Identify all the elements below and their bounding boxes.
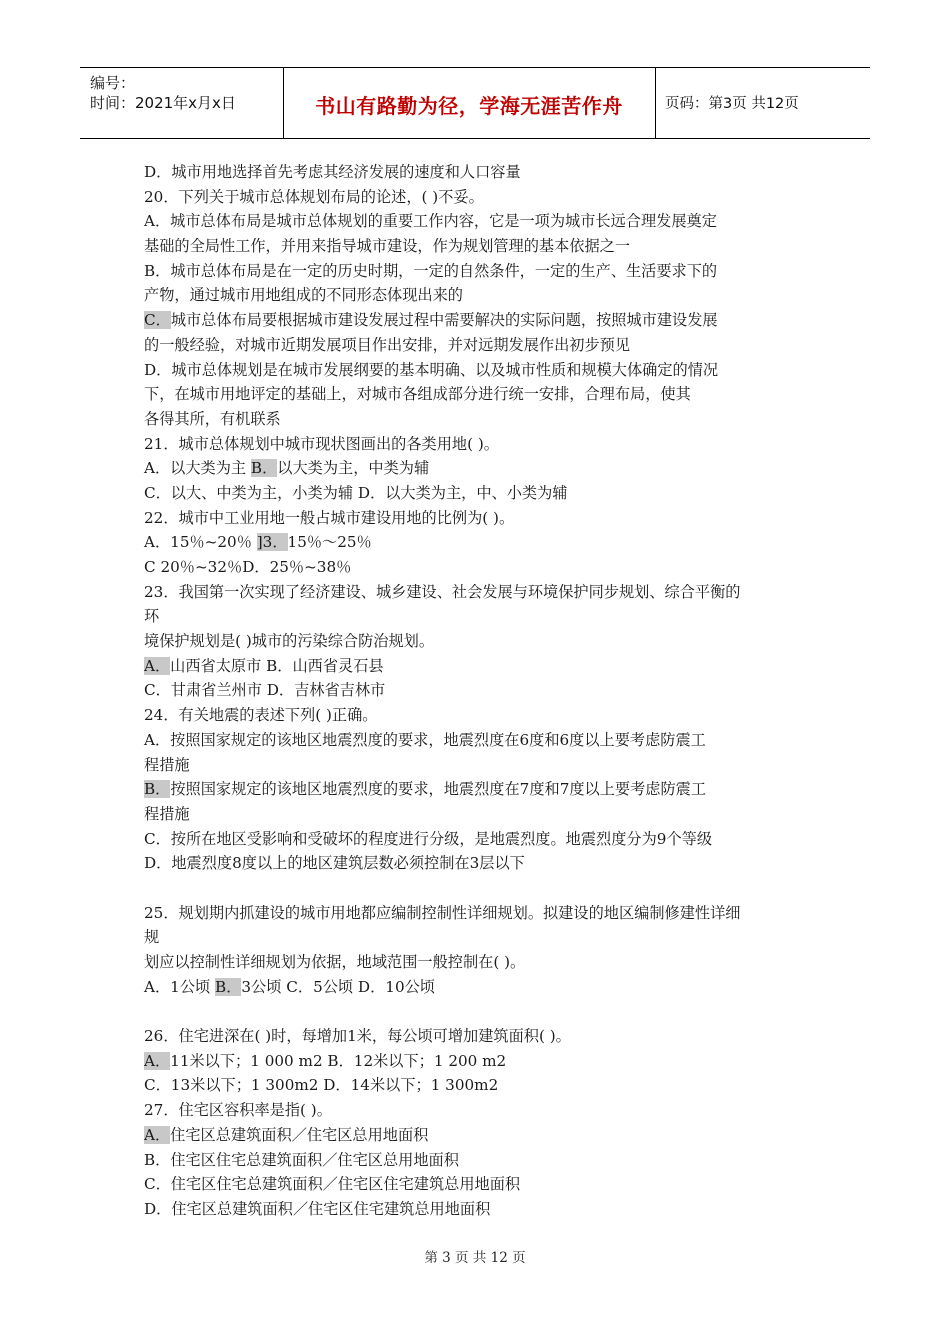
text-line	[144, 678, 824, 703]
line-text: D．城市总体规划是在城市发展纲要的基本明确、以及城市性质和规模大体确定的情况	[144, 360, 719, 379]
text-line	[144, 753, 824, 778]
line-text: 境保护规划是( )城市的污染综合防治规划。	[144, 632, 435, 651]
highlighted-answer-marker: B．	[250, 459, 278, 478]
text-line	[144, 777, 824, 802]
text-line	[144, 925, 824, 950]
text-line	[144, 1172, 824, 1197]
text-line	[144, 629, 824, 654]
line-text: 下，在城市用地评定的基础上，对城市各组成部分进行统一安排，合理布局，使其	[144, 385, 691, 404]
text-line	[144, 506, 824, 531]
text-line	[144, 580, 824, 605]
text-line	[144, 1197, 824, 1222]
text-line	[144, 530, 824, 555]
text-line	[144, 728, 824, 753]
line-text: 11米以下；1 000 m2 B．12米以下；1 200 m2	[170, 1051, 507, 1070]
line-text: 程措施	[144, 804, 190, 823]
line-text: 26．住宅进深在( )时，每增加1米，每公顷可增加建筑面积( )。	[144, 1027, 571, 1046]
line-text: 的一般经验，对城市近期发展项目作出安排，并对远期发展作出初步预见	[144, 335, 630, 354]
text-line	[144, 209, 824, 234]
page-header	[80, 67, 870, 139]
text-line	[144, 555, 824, 580]
highlighted-answer-marker: B．	[215, 977, 242, 996]
line-text: 基础的全局性工作，并用来指导城市建设，作为规划管理的基本依据之一	[144, 237, 630, 256]
line-text: C．以大、中类为主，小类为辅 D．以大类为主，中、小类为辅	[144, 483, 568, 502]
text-line	[144, 407, 824, 432]
date-label: 时间：2021年x月x日	[90, 94, 236, 112]
line-text: B．城市总体布局是在一定的历史时期，一定的自然条件，一定的生产、生活要求下的	[144, 261, 718, 280]
header-page-number: 页码：第3页 共12页	[665, 96, 799, 112]
text-line	[144, 1049, 824, 1074]
line-text: 产物，通过城市用地组成的不同形态体现出来的	[144, 286, 463, 305]
line-text: 以大类为主，中类为辅	[277, 459, 430, 478]
line-text: 按照国家规定的该地区地震烈度的要求，地震烈度在7度和7度以上要考虑防震工	[170, 780, 707, 799]
line-text: 划应以控制性详细规划为依据，地域范围一般控制在( )。	[144, 953, 526, 971]
line-text: A．按照国家规定的该地区地震烈度的要求，地震烈度在6度和6度以上要考虑防震工	[144, 730, 706, 749]
text-line	[144, 358, 824, 383]
text-line	[144, 160, 824, 185]
line-text: 25．规划期内抓建设的城市用地都应编制控制性详细规划。拟建设的地区编制修建性详细	[144, 903, 741, 922]
text-line	[144, 827, 824, 852]
page-footer: 第 3 页 共 12 页	[424, 1250, 526, 1266]
text-line	[144, 851, 824, 876]
header-motto: 书山有路勤为径，学海无涯苦作舟	[315, 94, 623, 118]
blank-line	[144, 876, 824, 901]
line-text: D．地震烈度8度以上的地区建筑层数必须控制在3层以下	[144, 854, 525, 873]
line-text: 山西省太原市 B．山西省灵石县	[170, 656, 384, 675]
line-text: A．城市总体布局是城市总体规划的重要工作内容，它是一项为城市长远合理发展奠定	[144, 212, 717, 231]
text-line	[144, 975, 824, 1000]
line-text: B．住宅区住宅总建筑面积／住宅区总用地面积	[144, 1150, 459, 1169]
text-line	[144, 654, 824, 679]
line-text: 23．我国第一次实现了经济建设、城乡建设、社会发展与环境保护同步规划、综合平衡的	[144, 582, 741, 601]
line-text: C．甘肃省兰州市 D．吉林省吉林市	[144, 681, 386, 700]
blank-line	[144, 999, 824, 1024]
line-text: 20．下列关于城市总体规划布局的论述，( )不妥。	[144, 187, 484, 206]
line-text: D．住宅区总建筑面积／住宅区住宅建筑总用地面积	[144, 1199, 491, 1218]
line-text: 各得其所，有机联系	[144, 409, 281, 428]
text-line	[144, 382, 824, 407]
text-line	[144, 481, 824, 506]
text-line	[144, 703, 824, 728]
highlighted-answer-marker: B．	[144, 780, 171, 799]
line-text: C．13米以下；1 300m2 D．14米以下；1 300m2	[144, 1076, 499, 1095]
line-text: A．1公顷	[144, 977, 216, 996]
text-line	[144, 901, 824, 926]
line-text: A．15％~20％	[144, 533, 257, 552]
line-text: 程措施	[144, 755, 190, 774]
text-line	[144, 1073, 824, 1098]
text-line	[144, 234, 824, 259]
line-text: 3公顷 C．5公顷 D．10公顷	[241, 977, 435, 996]
line-text: 27．住宅区容积率是指( )。	[144, 1101, 332, 1120]
header-divider	[655, 68, 656, 138]
line-text: 15％～25％	[287, 533, 372, 552]
text-line	[144, 950, 824, 975]
text-line	[144, 1148, 824, 1173]
line-text: 住宅区总建筑面积／住宅区总用地面积	[170, 1125, 429, 1144]
text-line	[144, 333, 824, 358]
line-text: 环	[144, 607, 160, 626]
line-text: 城市总体布局要根据城市建设发展过程中需要解决的实际问题，按照城市建设发展	[170, 311, 718, 330]
line-text: 规	[144, 928, 160, 947]
highlighted-answer-marker: C．	[144, 311, 171, 330]
text-line	[144, 604, 824, 629]
line-text: C 20％~32％D．25％~38％	[144, 558, 352, 576]
text-line	[144, 185, 824, 210]
number-label: 编号：	[90, 74, 136, 92]
text-line	[144, 283, 824, 308]
text-line	[144, 432, 824, 457]
text-line	[144, 1098, 824, 1123]
text-line	[144, 1024, 824, 1049]
line-text: D．城市用地选择首先考虑其经济发展的速度和人口容量	[144, 163, 521, 181]
line-text: A．以大类为主	[144, 459, 251, 478]
line-text: C．住宅区住宅总建筑面积／住宅区住宅建筑总用地面积	[144, 1175, 521, 1194]
line-text: C．按所在地区受影响和受破坏的程度进行分级，是地震烈度。地震烈度分为9个等级	[144, 829, 713, 848]
line-text: 21．城市总体规划中城市现状图画出的各类用地( )。	[144, 434, 499, 453]
highlighted-answer-marker: A．	[144, 656, 171, 675]
line-text: 22．城市中工业用地一般占城市建设用地的比例为( )。	[144, 508, 515, 527]
text-line	[144, 1123, 824, 1148]
highlighted-answer-marker: ]3．	[256, 533, 288, 552]
text-line	[144, 308, 824, 333]
document-body	[144, 160, 824, 1222]
header-meta	[90, 73, 236, 113]
highlighted-answer-marker: A．	[144, 1125, 171, 1144]
text-line	[144, 802, 824, 827]
highlighted-answer-marker: A．	[144, 1051, 171, 1070]
text-line	[144, 259, 824, 284]
line-text: 24．有关地震的表述下列( )正确。	[144, 706, 378, 725]
text-line	[144, 456, 824, 481]
